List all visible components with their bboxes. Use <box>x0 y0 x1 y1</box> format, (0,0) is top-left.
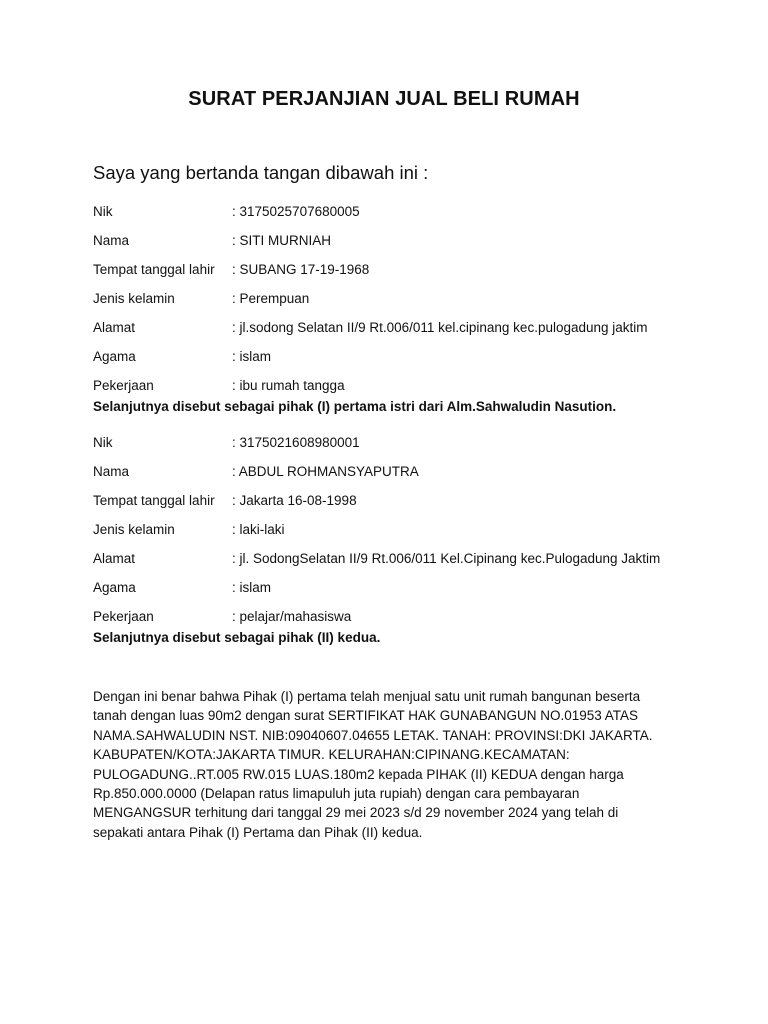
party-2-row-agama <box>93 573 693 602</box>
party-1-row-gender <box>93 284 693 313</box>
paragraph-line: PULOGADUNG..RT.005 RW.015 LUAS.180m2 kepada PIHAK (II) KEDUA dengan harga <box>93 766 624 782</box>
field-label: Pekerjaan <box>93 609 154 624</box>
field-label: Alamat <box>93 551 136 566</box>
field-label: Alamat <box>93 320 136 335</box>
paragraph-line: KABUPATEN/KOTA:JAKARTA TIMUR. KELURAHAN:CIPINANG.KECAMATAN: <box>93 747 570 763</box>
field-value: : Jakarta 16-08-1998 <box>232 493 357 508</box>
field-value: : 3175021608980001 <box>232 435 360 450</box>
party-1-summary: Selanjutnya disebut sebagai pihak (I) pertama istri dari Alm.Sahwaludin Nasution. <box>93 399 617 414</box>
field-label: Nik <box>93 204 113 219</box>
field-value: : pelajar/mahasiswa <box>232 609 352 624</box>
field-label: Tempat tanggal lahir <box>93 493 215 508</box>
field-value: : 3175025707680005 <box>232 204 360 219</box>
field-label: Nama <box>93 464 130 479</box>
party-1-row-ttl <box>93 255 693 284</box>
paragraph-line: sepakati antara Pihak (I) Pertama dan Pihak (II) kedua. <box>93 824 423 840</box>
intro-text: Saya yang bertanda tangan dibawah ini : <box>93 162 429 183</box>
field-label: Jenis kelamin <box>93 522 175 537</box>
party-1-details <box>93 197 693 400</box>
field-label: Agama <box>93 580 136 595</box>
paragraph-line: MENGANGSUR terhitung dari tanggal 29 mei 2023 s/d 29 november 2024 yang telah di <box>93 805 619 821</box>
party-2-row-nik <box>93 428 693 457</box>
paragraph-line: NAMA.SAHWALUDIN NST. NIB:09040607.04655 LETAK. TANAH: PROVINSI:DKI JAKARTA. <box>93 727 653 743</box>
paragraph-line: tanah dengan luas 90m2 dengan surat SERTIFIKAT HAK GUNABANGUN NO.01953 ATAS <box>93 708 639 724</box>
field-label: Nik <box>93 435 113 450</box>
field-value: : Perempuan <box>232 291 310 306</box>
party-2-details <box>93 428 693 631</box>
field-value: : laki-laki <box>232 522 285 537</box>
field-value: : SITI MURNIAH <box>232 233 332 248</box>
party-2-row-nama <box>93 457 693 486</box>
party-1-row-agama <box>93 342 693 371</box>
party-1-row-nama <box>93 226 693 255</box>
party-1-row-pekerjaan <box>93 371 693 400</box>
party-2-row-gender <box>93 515 693 544</box>
field-label: Nama <box>93 233 130 248</box>
agreement-paragraph <box>93 687 653 842</box>
paragraph-line: Rp.850.000.0000 (Delapan ratus limapuluh juta rupiah) dengan cara pembayaran <box>93 786 580 802</box>
party-1-row-nik <box>93 197 693 226</box>
party-1-row-alamat <box>93 313 693 342</box>
field-value: : islam <box>232 580 272 595</box>
field-label: Agama <box>93 349 136 364</box>
field-value: : ibu rumah tangga <box>232 378 345 393</box>
field-label: Tempat tanggal lahir <box>93 262 215 277</box>
field-value: : jl. SodongSelatan II/9 Rt.006/011 Kel.Cipinang kec.Pulogadung Jaktim <box>232 551 661 566</box>
field-value: : SUBANG 17-19-1968 <box>232 262 370 277</box>
field-label: Jenis kelamin <box>93 291 175 306</box>
party-2-row-ttl <box>93 486 693 515</box>
field-value: : ABDUL ROHMANSYAPUTRA <box>232 464 419 479</box>
document-title: SURAT PERJANJIAN JUAL BELI RUMAH <box>188 88 580 110</box>
party-2-row-pekerjaan <box>93 602 693 631</box>
field-value: : islam <box>232 349 272 364</box>
field-value: : jl.sodong Selatan II/9 Rt.006/011 kel.cipinang kec.pulogadung jaktim <box>232 320 648 335</box>
party-2-summary: Selanjutnya disebut sebagai pihak (II) kedua. <box>93 630 381 645</box>
paragraph-line: Dengan ini benar bahwa Pihak (I) pertama telah menjual satu unit rumah bangunan beserta <box>93 689 641 704</box>
field-label: Pekerjaan <box>93 378 154 393</box>
party-2-row-alamat <box>93 544 693 573</box>
